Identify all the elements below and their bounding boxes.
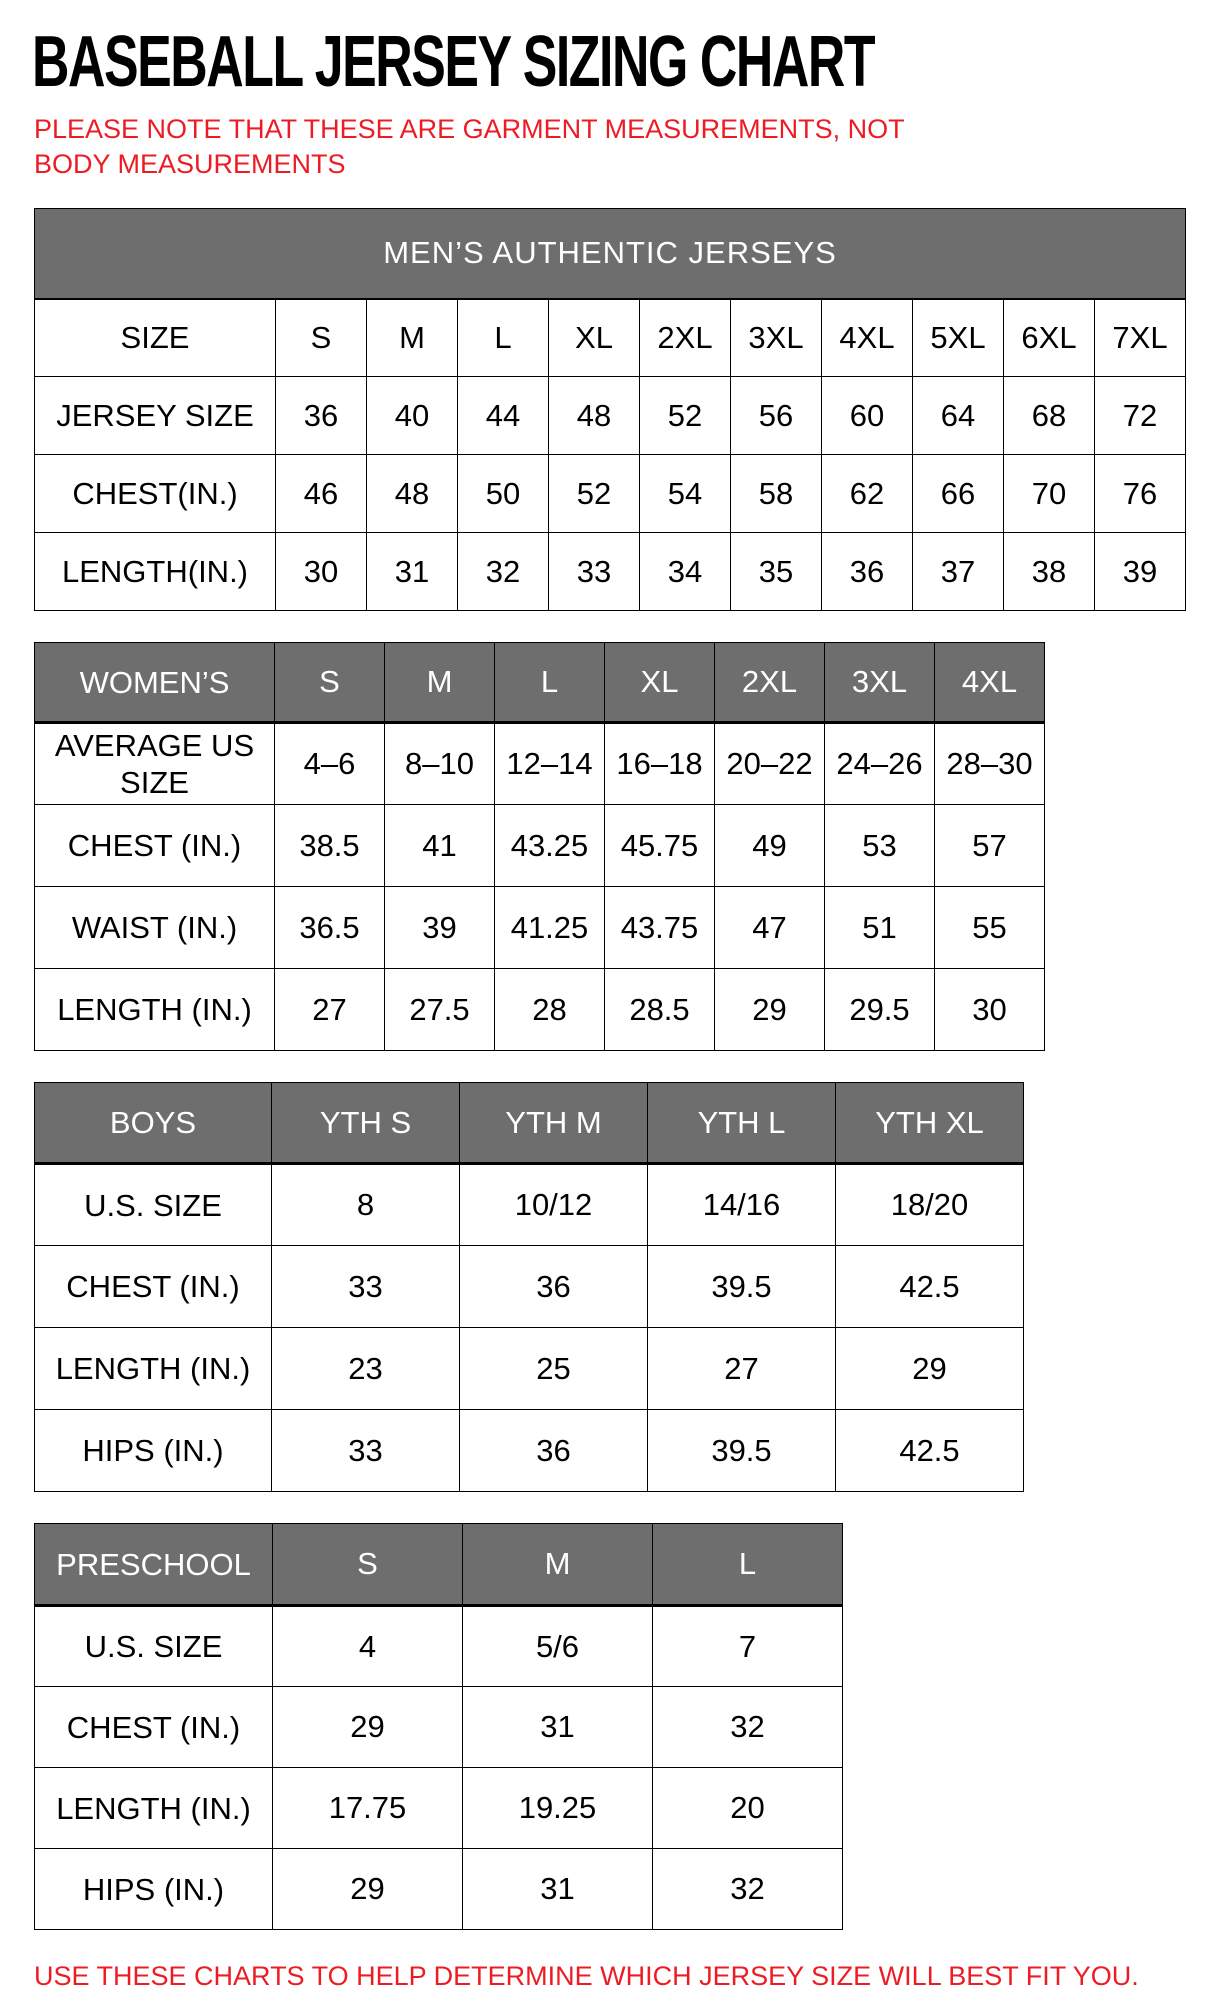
value-cell: 6XL — [1004, 299, 1095, 377]
value-cell: 58 — [731, 455, 822, 533]
value-cell: 55 — [935, 887, 1045, 969]
header-cell: YTH L — [648, 1083, 836, 1164]
value-cell: 12–14 — [495, 723, 605, 805]
value-cell: 56 — [731, 377, 822, 455]
value-cell: 8 — [272, 1164, 460, 1246]
table-row — [35, 1849, 843, 1930]
value-cell: 34 — [640, 533, 731, 611]
table-row — [35, 455, 1186, 533]
value-cell: 27 — [275, 969, 385, 1051]
value-cell: 53 — [825, 805, 935, 887]
value-cell: 43.75 — [605, 887, 715, 969]
row-label-cell: LENGTH (IN.) — [35, 1328, 272, 1410]
row-label-cell: JERSEY SIZE — [35, 377, 276, 455]
row-label-cell: AVERAGE US SIZE — [35, 723, 275, 805]
value-cell: 49 — [715, 805, 825, 887]
value-cell: 72 — [1095, 377, 1186, 455]
value-cell: 52 — [640, 377, 731, 455]
value-cell: 46 — [276, 455, 367, 533]
value-cell: 68 — [1004, 377, 1095, 455]
value-cell: 48 — [549, 377, 640, 455]
value-cell: 30 — [935, 969, 1045, 1051]
value-cell: 47 — [715, 887, 825, 969]
value-cell: 7 — [653, 1606, 843, 1687]
value-cell: 36 — [460, 1410, 648, 1492]
value-cell: 27 — [648, 1328, 836, 1410]
tables-container — [32, 208, 1190, 1930]
header-cell: 2XL — [715, 643, 825, 723]
value-cell: L — [458, 299, 549, 377]
value-cell: 20–22 — [715, 723, 825, 805]
table-row — [35, 299, 1186, 377]
value-cell: 29 — [273, 1849, 463, 1930]
value-cell: 19.25 — [463, 1768, 653, 1849]
table-row — [35, 969, 1045, 1051]
value-cell: XL — [549, 299, 640, 377]
table-row — [35, 533, 1186, 611]
value-cell: 48 — [367, 455, 458, 533]
value-cell: 57 — [935, 805, 1045, 887]
value-cell: 10/12 — [460, 1164, 648, 1246]
header-cell: 4XL — [935, 643, 1045, 723]
value-cell: 27.5 — [385, 969, 495, 1051]
table-row — [35, 887, 1045, 969]
row-label-cell: CHEST (IN.) — [35, 1246, 272, 1328]
value-cell: 31 — [463, 1687, 653, 1768]
preschool-header-label: PRESCHOOL — [35, 1524, 273, 1606]
header-cell: YTH XL — [836, 1083, 1024, 1164]
value-cell: M — [367, 299, 458, 377]
value-cell: 33 — [272, 1246, 460, 1328]
table-row — [35, 377, 1186, 455]
row-label-cell: LENGTH(IN.) — [35, 533, 276, 611]
footer-note: USE THESE CHARTS TO HELP DETERMINE WHICH JERSEY SIZE WILL BEST FIT YOU. — [34, 1961, 1139, 1992]
table-row — [35, 1164, 1024, 1246]
value-cell: 38.5 — [275, 805, 385, 887]
womens-header-label: WOMEN’S — [35, 643, 275, 723]
table-row — [35, 1768, 843, 1849]
value-cell: 42.5 — [836, 1246, 1024, 1328]
row-label-cell: U.S. SIZE — [35, 1606, 273, 1687]
value-cell: 28 — [495, 969, 605, 1051]
value-cell: 5/6 — [463, 1606, 653, 1687]
value-cell: 32 — [458, 533, 549, 611]
table-row — [35, 805, 1045, 887]
value-cell: 39.5 — [648, 1246, 836, 1328]
table-row — [35, 723, 1045, 805]
row-label-cell: CHEST(IN.) — [35, 455, 276, 533]
header-cell: S — [273, 1524, 463, 1606]
value-cell: 29 — [715, 969, 825, 1051]
header-cell: 3XL — [825, 643, 935, 723]
value-cell: 25 — [460, 1328, 648, 1410]
value-cell: 5XL — [913, 299, 1004, 377]
table-row — [35, 1606, 843, 1687]
value-cell: 23 — [272, 1328, 460, 1410]
value-cell: 20 — [653, 1768, 843, 1849]
value-cell: 45.75 — [605, 805, 715, 887]
value-cell: 31 — [367, 533, 458, 611]
value-cell: 60 — [822, 377, 913, 455]
value-cell: 66 — [913, 455, 1004, 533]
value-cell: 39 — [385, 887, 495, 969]
row-label-cell: LENGTH (IN.) — [35, 1768, 273, 1849]
value-cell: 14/16 — [648, 1164, 836, 1246]
header-cell: L — [653, 1524, 843, 1606]
value-cell: 40 — [367, 377, 458, 455]
value-cell: 4 — [273, 1606, 463, 1687]
table-row — [35, 1687, 843, 1768]
row-label-cell: U.S. SIZE — [35, 1164, 272, 1246]
value-cell: 52 — [549, 455, 640, 533]
value-cell: 36.5 — [275, 887, 385, 969]
value-cell: 3XL — [731, 299, 822, 377]
value-cell: 7XL — [1095, 299, 1186, 377]
row-label-cell: CHEST (IN.) — [35, 805, 275, 887]
header-cell: S — [275, 643, 385, 723]
value-cell: 39 — [1095, 533, 1186, 611]
row-label-cell: SIZE — [35, 299, 276, 377]
value-cell: 36 — [460, 1246, 648, 1328]
boys-sizing-table — [34, 1082, 1024, 1492]
value-cell: 29 — [273, 1687, 463, 1768]
value-cell: 44 — [458, 377, 549, 455]
row-label-cell: CHEST (IN.) — [35, 1687, 273, 1768]
value-cell: 17.75 — [273, 1768, 463, 1849]
table-row — [35, 1328, 1024, 1410]
value-cell: 28.5 — [605, 969, 715, 1051]
header-cell: YTH S — [272, 1083, 460, 1164]
value-cell: 54 — [640, 455, 731, 533]
value-cell: 29.5 — [825, 969, 935, 1051]
value-cell: 18/20 — [836, 1164, 1024, 1246]
value-cell: 39.5 — [648, 1410, 836, 1492]
value-cell: 4XL — [822, 299, 913, 377]
value-cell: 36 — [276, 377, 367, 455]
row-label-cell: LENGTH (IN.) — [35, 969, 275, 1051]
value-cell: 50 — [458, 455, 549, 533]
boys-header-row — [35, 1083, 1024, 1164]
row-label-cell: WAIST (IN.) — [35, 887, 275, 969]
value-cell: 42.5 — [836, 1410, 1024, 1492]
table-row — [35, 1246, 1024, 1328]
header-cell: M — [385, 643, 495, 723]
value-cell: S — [276, 299, 367, 377]
value-cell: 2XL — [640, 299, 731, 377]
womens-header-row — [35, 643, 1045, 723]
preschool-header-row — [35, 1524, 843, 1606]
row-label-cell: HIPS (IN.) — [35, 1410, 272, 1492]
value-cell: 24–26 — [825, 723, 935, 805]
value-cell: 41.25 — [495, 887, 605, 969]
header-cell: YTH M — [460, 1083, 648, 1164]
value-cell: 41 — [385, 805, 495, 887]
boys-header-label: BOYS — [35, 1083, 272, 1164]
value-cell: 32 — [653, 1687, 843, 1768]
value-cell: 32 — [653, 1849, 843, 1930]
value-cell: 51 — [825, 887, 935, 969]
value-cell: 62 — [822, 455, 913, 533]
row-label-cell: HIPS (IN.) — [35, 1849, 273, 1930]
value-cell: 36 — [822, 533, 913, 611]
value-cell: 28–30 — [935, 723, 1045, 805]
mens-banner-title: MEN’S AUTHENTIC JERSEYS — [35, 209, 1186, 299]
value-cell: 43.25 — [495, 805, 605, 887]
value-cell: 70 — [1004, 455, 1095, 533]
value-cell: 35 — [731, 533, 822, 611]
garment-measurement-note: PLEASE NOTE THAT THESE ARE GARMENT MEASUREMENTS, NOT BODY MEASUREMENTS — [34, 114, 905, 180]
value-cell: 33 — [549, 533, 640, 611]
preschool-sizing-table — [34, 1523, 843, 1930]
value-cell: 30 — [276, 533, 367, 611]
value-cell: 4–6 — [275, 723, 385, 805]
womens-sizing-table — [34, 642, 1045, 1051]
table-row — [35, 1410, 1024, 1492]
value-cell: 38 — [1004, 533, 1095, 611]
value-cell: 64 — [913, 377, 1004, 455]
value-cell: 8–10 — [385, 723, 495, 805]
value-cell: 16–18 — [605, 723, 715, 805]
value-cell: 76 — [1095, 455, 1186, 533]
value-cell: 33 — [272, 1410, 460, 1492]
page-title: BASEBALL JERSEY SIZING CHART — [32, 22, 875, 102]
header-cell: M — [463, 1524, 653, 1606]
value-cell: 29 — [836, 1328, 1024, 1410]
mens-sizing-table — [34, 208, 1186, 611]
header-cell: L — [495, 643, 605, 723]
value-cell: 31 — [463, 1849, 653, 1930]
value-cell: 37 — [913, 533, 1004, 611]
header-cell: XL — [605, 643, 715, 723]
